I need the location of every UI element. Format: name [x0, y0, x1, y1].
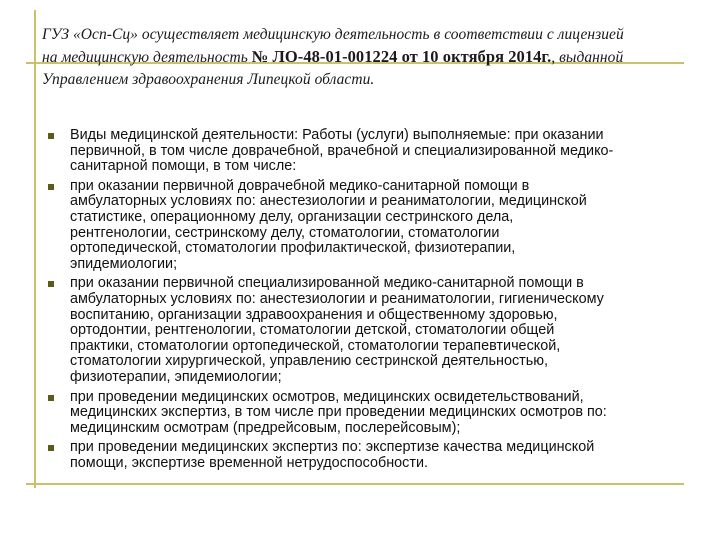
license-header — [42, 24, 702, 91]
list-item — [48, 440, 698, 471]
list-item-text: при проведении медицинских осмотров, медицинских освидетельствований, медицинских экспертиз, в том числе при проведении медицинских осмотров по: медицинским осмотрам (предрейсовым, послерейсовым); — [70, 388, 607, 436]
list-item-text: при проведении медицинских экспертиз по: экспертизе качества медицинской помощи, экспертизе временной нетрудоспособности. — [70, 439, 595, 471]
activity-list — [48, 128, 698, 471]
left-vertical-rule — [34, 10, 36, 488]
list-item-text: Виды медицинской деятельности: Работы (услуги) выполняемые: при оказании первичной, в том числе доврачебной, врачебной и специализированной медико- санитарной помощи, в том числе: — [70, 127, 614, 175]
header-line-2-start: на медицинскую деятельность — [42, 49, 252, 66]
square-bullet-icon — [48, 184, 54, 190]
list-item-text: при оказании первичной доврачебной медико-санитарной помощи в амбулаторных условиях по: анестезиологии и реаниматологии, медицинской статистике, операционному делу, организации сестринского дела, рентгенологии, сестринскому делу, стоматологии, стоматологии ортопедической, стоматологии профилактической, физиотерапии, эпидемиологии; — [70, 177, 587, 272]
list-item-text: при оказании первичной специализированной медико-санитарной помощи в амбулаторных условиях по: анестезиологии и реаниматологии, гигиеническому воспитанию, организации здравоохранения и общественному здоровью, ортодонтии, рентгенологии, стоматологии детской, стоматологии общей практики, стоматологии ортопедической, стоматологии терапевтической, стоматологии хирургической, управлению сестринской деятельностью, физиотерапии, эпидемиологии; — [70, 275, 604, 385]
header-line-2-end: , выданной — [551, 49, 624, 66]
header-line-2 — [42, 46, 702, 69]
list-item — [48, 276, 698, 385]
license-number: № ЛО-48-01-001224 от 10 октября 2014г. — [251, 47, 552, 66]
square-bullet-icon — [48, 395, 54, 401]
square-bullet-icon — [48, 281, 54, 287]
square-bullet-icon — [48, 445, 54, 451]
list-item — [48, 128, 698, 175]
list-item — [48, 390, 698, 437]
square-bullet-icon — [48, 133, 54, 139]
list-item — [48, 179, 698, 273]
bottom-horizontal-rule — [26, 483, 684, 485]
header-line-1: ГУЗ «Осп-Сц» осуществляет медицинскую деятельность в соответствии с лицензией — [42, 26, 624, 43]
header-line-3: Управлением здравоохранения Липецкой области. — [42, 71, 375, 88]
